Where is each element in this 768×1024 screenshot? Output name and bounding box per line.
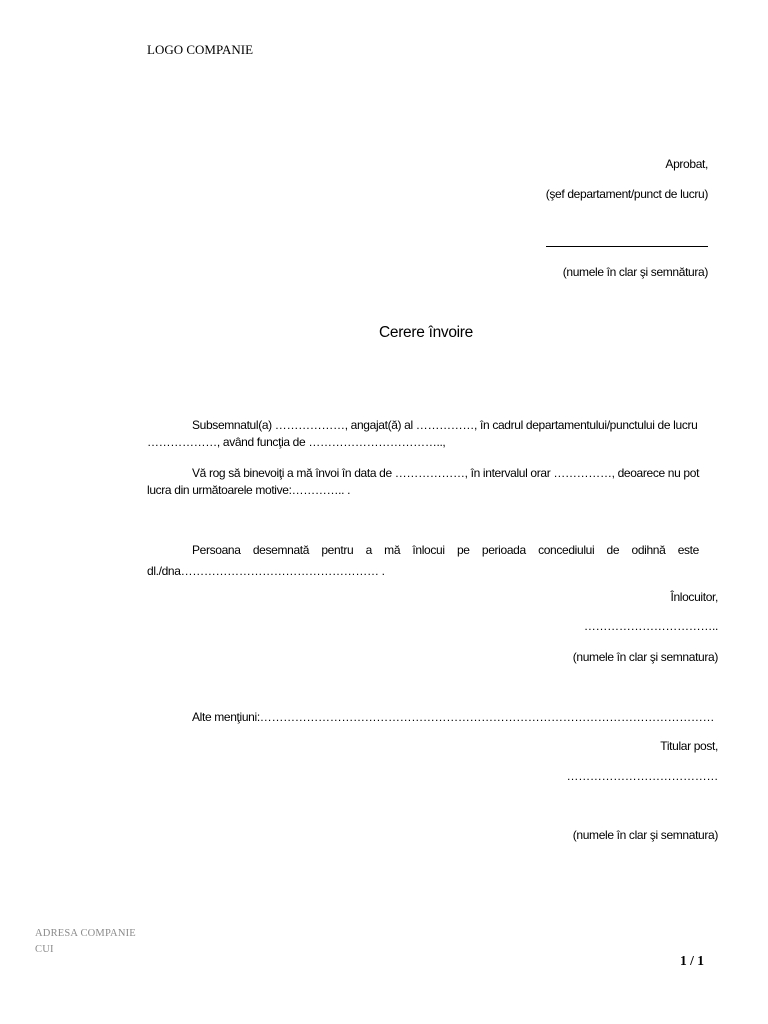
paragraph-replacement: [147, 542, 699, 580]
paragraph-request: [147, 465, 718, 499]
approver-signature-line: [546, 246, 708, 247]
holder-label: Titular post,: [660, 739, 718, 753]
replacement-signature-caption: (numele în clar şi semnatura): [572, 650, 718, 664]
paragraph-request-line1: Vă rog să binevoiţi a mă învoi în data de ………………, în intervalul orar ……………, deoarece nu pot: [192, 466, 700, 480]
footer-company-cui: CUI: [35, 944, 54, 955]
footer-company-address: ADRESA COMPANIE: [35, 928, 136, 939]
paragraph-employee-line1: Subsemnatul(a) ………………, angajat(ă) al ……………, în cadrul departamentului/punctului de lucru: [192, 418, 698, 432]
paragraph-employee-line2: ………………, având funcţia de ……………………………..,: [147, 435, 446, 449]
holder-signature-dots: …………………………………: [566, 769, 718, 783]
approver-role: (şef departament/punct de lucru): [545, 187, 708, 201]
holder-signature-caption: (numele în clar şi semnatura): [572, 828, 718, 842]
approver-signature-caption: (numele în clar şi semnătura): [562, 265, 708, 279]
paragraph-request-line2: lucra din următoarele motive:………….. .: [147, 483, 351, 497]
replacement-signature-dots: ……………………………..: [583, 619, 718, 633]
document-title: Cerere învoire: [378, 324, 473, 341]
approved-label: Aprobat,: [665, 157, 708, 171]
paragraph-replacement-line2: dl./dna…………………………………………… .: [147, 564, 385, 578]
replacement-label: Înlocuitor,: [670, 590, 718, 604]
paragraph-employee: [147, 417, 718, 451]
other-mentions: Alte menţiuni:………………………………………………………………………………………………………: [192, 710, 715, 724]
page-number: 1 / 1: [680, 953, 705, 968]
paragraph-replacement-line1: Persoana desemnată pentru a mă înlocui pe perioada concediului de odihnă este: [192, 543, 699, 557]
company-logo-text: LOGO COMPANIE: [147, 42, 254, 57]
